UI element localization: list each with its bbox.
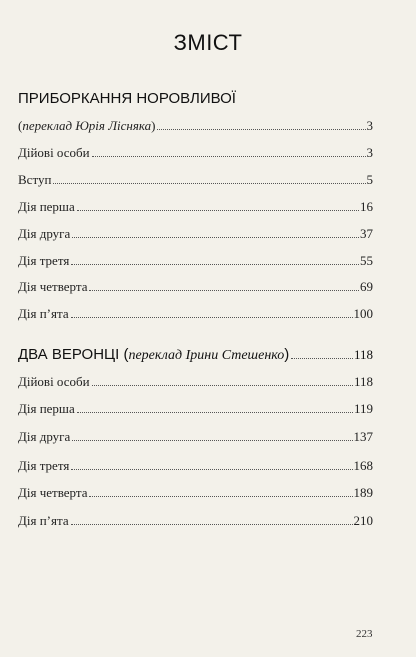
- entry-label: Дія п’ята: [18, 513, 69, 528]
- toc-entry-act-4-verona: [18, 485, 373, 503]
- toc-entry-induction: [18, 172, 373, 190]
- dot-leader: [92, 156, 366, 157]
- page-title: ЗМІСТ: [173, 30, 243, 55]
- entry-page: 3: [366, 118, 373, 133]
- dot-leader: [72, 440, 352, 441]
- toc-entry-act-3: [18, 253, 373, 271]
- entry-page: 16: [360, 199, 373, 214]
- entry-page: 37: [360, 226, 373, 241]
- entry-page: 3: [366, 145, 373, 160]
- page-number: 223: [356, 628, 373, 640]
- dot-leader: [89, 496, 352, 497]
- entry-label: ДВА ВЕРОНЦІ (переклад Ірини Стешенко): [18, 346, 290, 363]
- toc-entry-dramatis-personae-1: [18, 145, 373, 163]
- toc-entry-act-2: [18, 226, 373, 244]
- dot-leader: [92, 385, 353, 386]
- dot-leader: [89, 290, 359, 291]
- entry-label: (переклад Юрія Лісняка): [18, 118, 156, 133]
- toc-entry-translator-1: [18, 118, 373, 136]
- entry-label: Дія п’ята: [18, 306, 69, 321]
- toc-entry-act-5: [18, 306, 373, 324]
- entry-label: Дія перша: [18, 199, 75, 214]
- dot-leader: [71, 469, 352, 470]
- entry-page: 55: [360, 253, 373, 268]
- entry-label: Дія четверта: [18, 279, 88, 294]
- dot-leader: [71, 524, 353, 525]
- dot-leader: [71, 264, 359, 265]
- entry-page: 210: [353, 513, 373, 528]
- section-heading-two-gentlemen-of-verona: [18, 346, 373, 364]
- dot-leader: [157, 129, 365, 130]
- entry-label: Дія четверта: [18, 485, 88, 500]
- entry-label: Дія друга: [18, 429, 71, 444]
- entry-page: 69: [360, 279, 373, 294]
- toc-entry-act-1: [18, 199, 373, 217]
- entry-label: Дійові особи: [18, 145, 90, 160]
- entry-label: Дія перша: [18, 401, 75, 416]
- dot-leader: [77, 210, 359, 211]
- entry-label: Дія третя: [18, 253, 70, 268]
- entry-label: Дія друга: [18, 226, 71, 241]
- entry-label: Вступ: [18, 172, 52, 187]
- toc-entry-dramatis-personae-2: [18, 374, 373, 392]
- entry-page: 5: [366, 172, 373, 187]
- entry-page: 137: [353, 429, 373, 444]
- toc-entry-act-5-verona: [18, 513, 373, 531]
- entry-page: 189: [353, 485, 373, 500]
- entry-page: 118: [353, 374, 373, 389]
- toc-entry-act-3-verona: [18, 458, 373, 476]
- entry-page: 100: [353, 306, 373, 321]
- entry-label: Дія третя: [18, 458, 70, 473]
- entry-page: 168: [353, 458, 373, 473]
- entry-label: Дійові особи: [18, 374, 90, 389]
- toc-entry-act-4: [18, 279, 373, 297]
- section-heading-taming-of-the-shrew: ПРИБОРКАННЯ НОРОВЛИВОЇ: [18, 90, 236, 107]
- dot-leader: [53, 183, 365, 184]
- dot-leader: [71, 317, 353, 318]
- dot-leader: [77, 412, 353, 413]
- dot-leader: [72, 237, 359, 238]
- toc-entry-act-2-verona: [18, 429, 373, 447]
- dot-leader: [291, 358, 353, 359]
- toc-entry-act-1-verona: [18, 401, 373, 419]
- entry-page: 118: [353, 347, 373, 362]
- entry-page: 119: [353, 401, 373, 416]
